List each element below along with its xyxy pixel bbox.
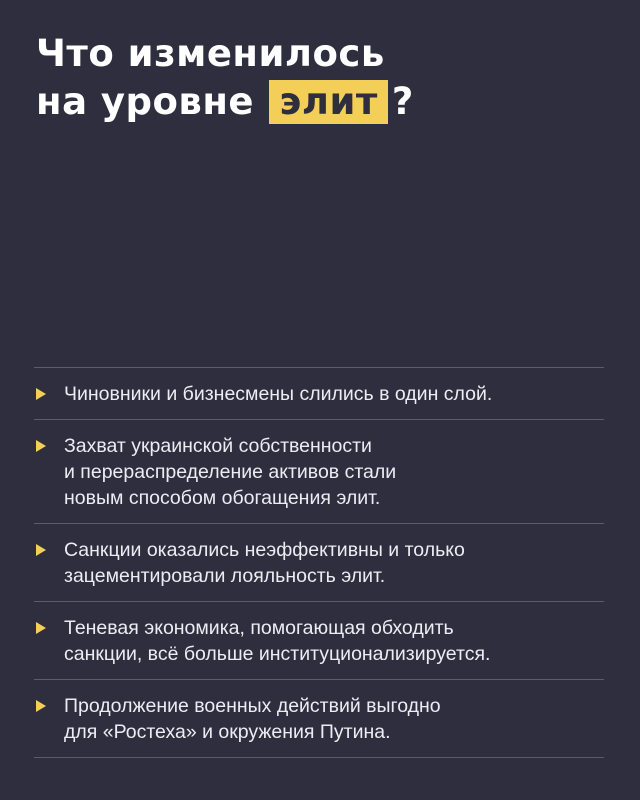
list-item (34, 420, 604, 524)
triangle-right-icon (36, 388, 46, 400)
list-item-text: Санкции оказались неэффективны и только (64, 539, 465, 561)
elite-changes-list (34, 367, 604, 758)
list-item-text: зацементировали лояльность элит. (64, 565, 386, 587)
title-question-mark: ? (391, 80, 414, 123)
list-item-text: для «Ростеха» и окружения Путина. (64, 721, 391, 743)
title-line-1: Что изменилось (36, 32, 385, 75)
triangle-right-icon (36, 544, 46, 556)
page-title (36, 30, 414, 126)
list-item (34, 368, 604, 420)
list-item-text: Захват украинской собственности (64, 435, 372, 457)
list-item-text: Теневая экономика, помогающая обходить (64, 617, 454, 639)
triangle-right-icon (36, 622, 46, 634)
triangle-right-icon (36, 440, 46, 452)
list-item (34, 602, 604, 680)
triangle-right-icon (36, 700, 46, 712)
title-highlight: элит (269, 80, 387, 124)
list-item-text: Чиновники и бизнесмены слились в один слой. (64, 383, 493, 405)
title-prefix: на уровне (36, 80, 255, 123)
list-item-text: санкции, всё больше институционализируется. (64, 643, 491, 665)
list-item (34, 680, 604, 758)
title-line-2 (36, 78, 414, 126)
list-item (34, 524, 604, 602)
list-item-text: Продолжение военных действий выгодно (64, 695, 441, 717)
list-item-text: новым способом обогащения элит. (64, 487, 381, 509)
list-item-text: и перераспределение активов стали (64, 461, 397, 483)
